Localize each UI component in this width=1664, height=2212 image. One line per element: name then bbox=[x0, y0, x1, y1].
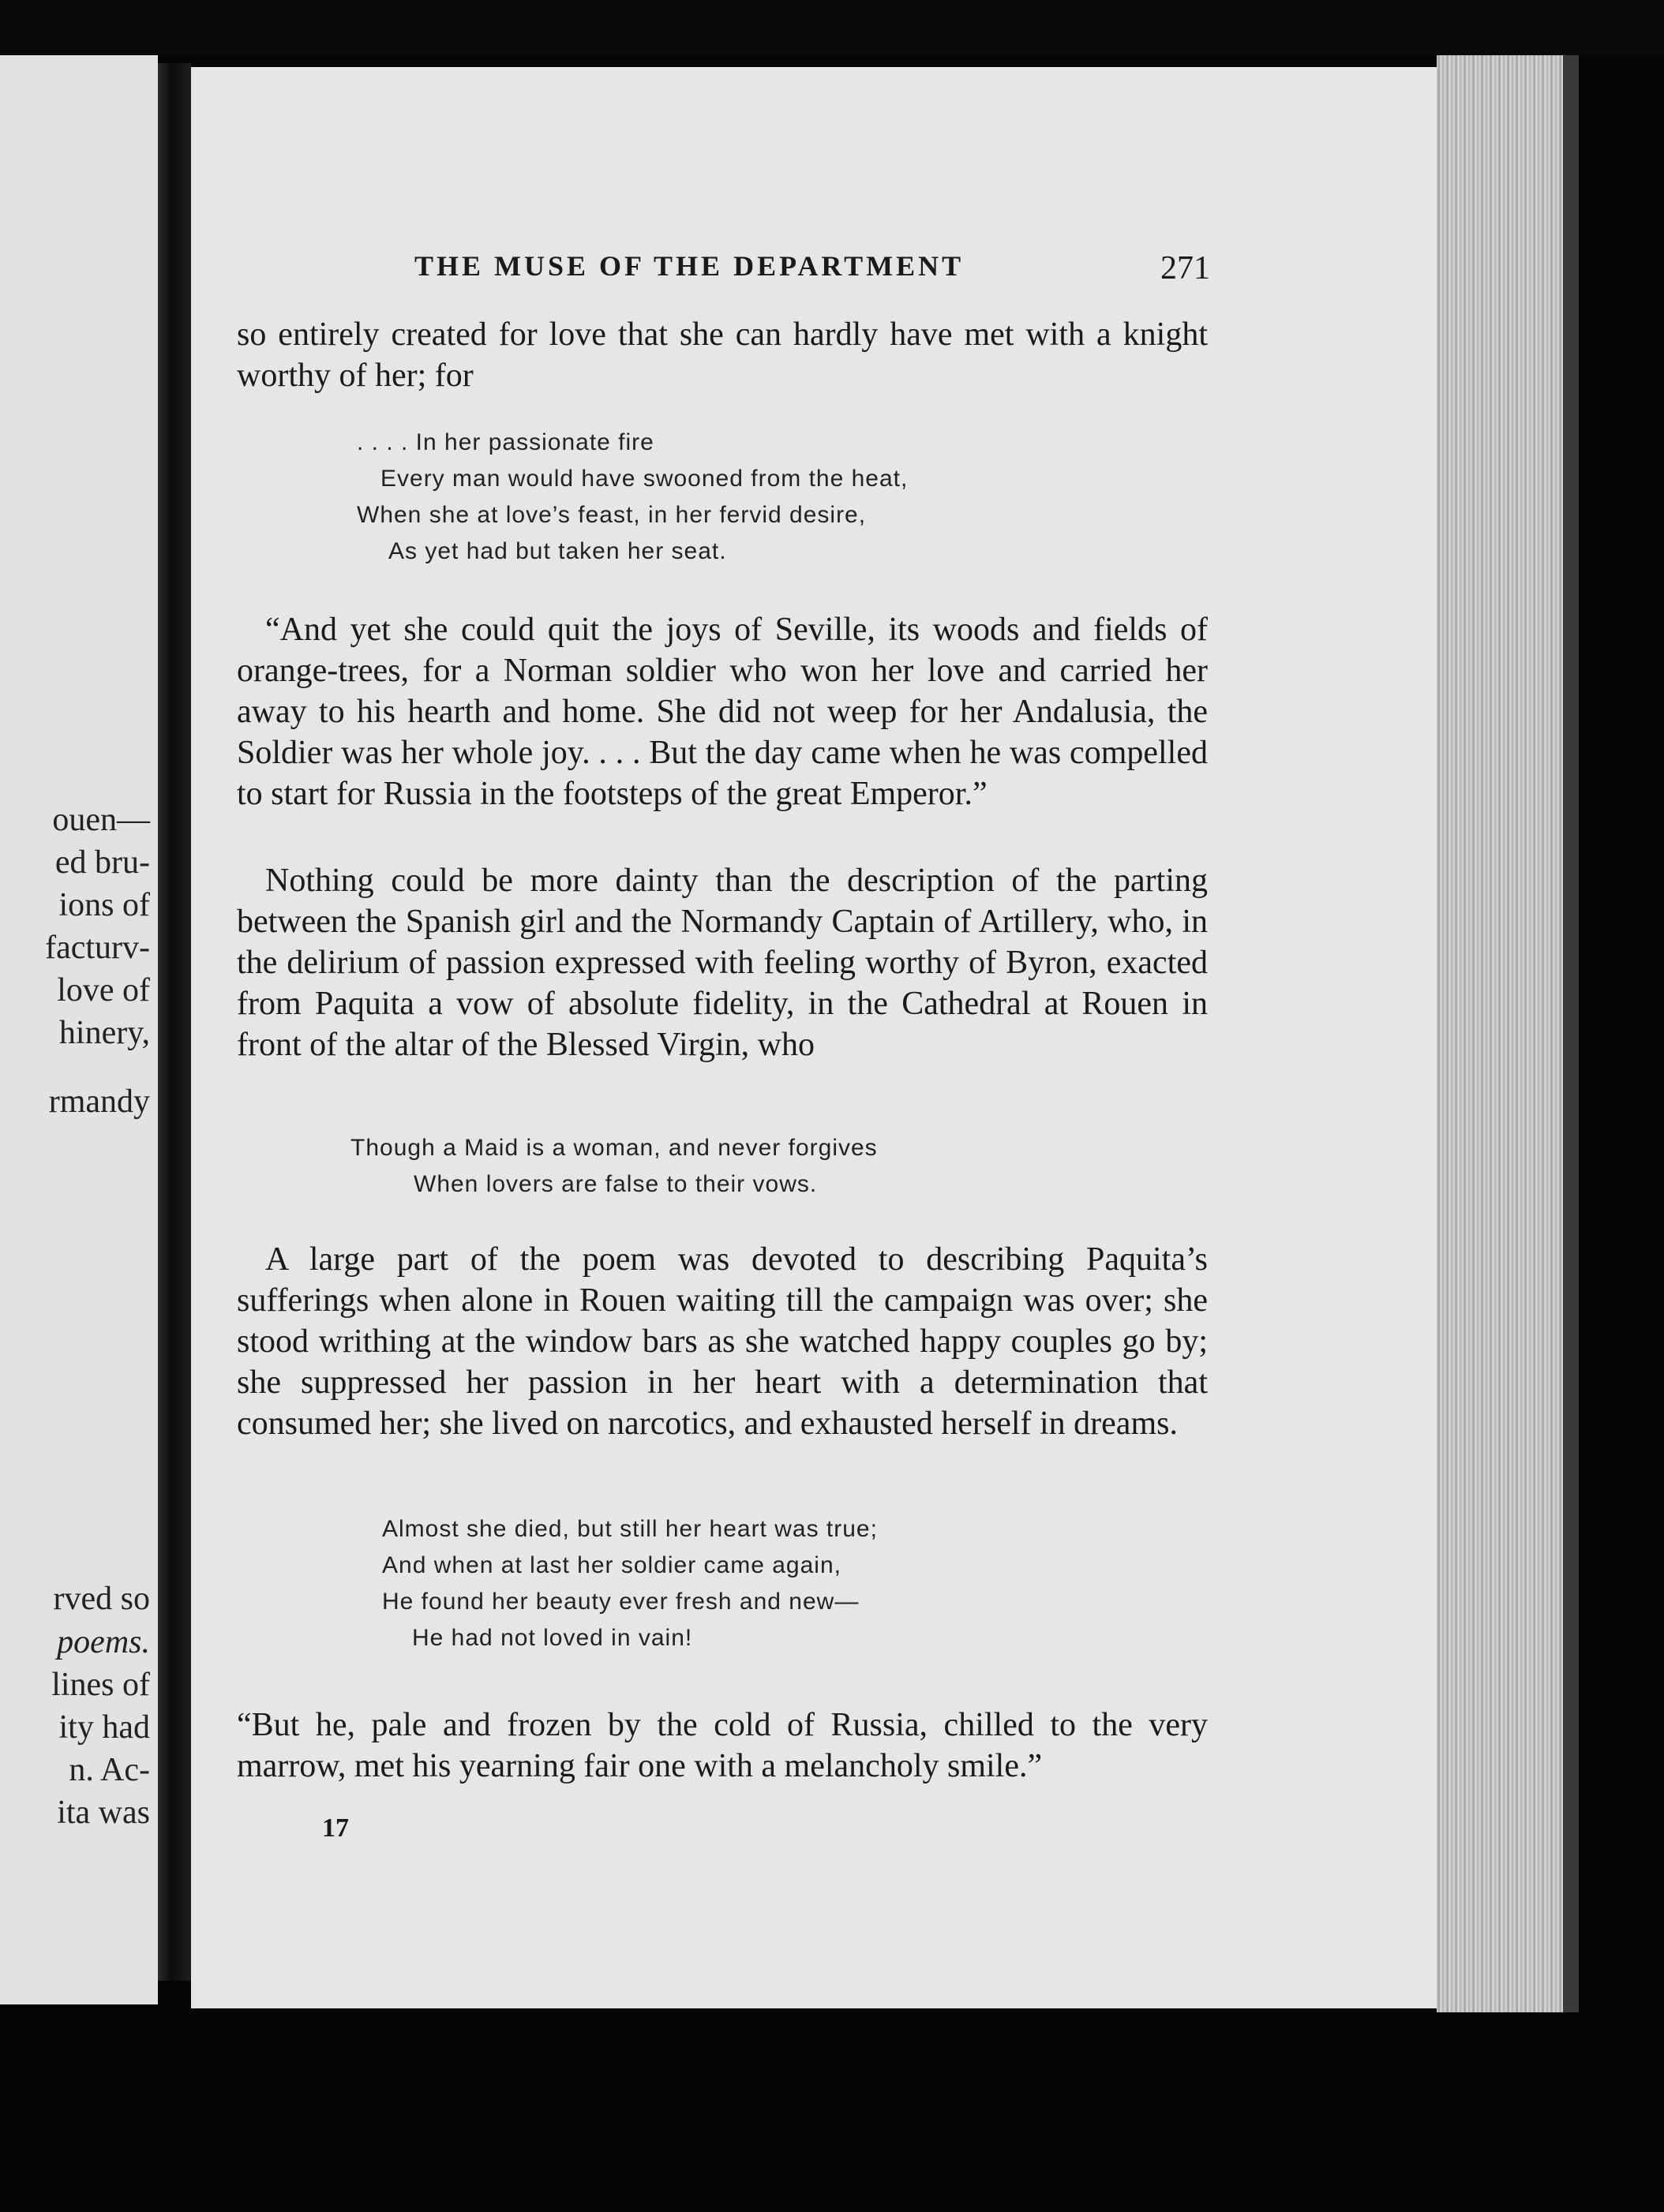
left-page-line: ions of bbox=[58, 887, 150, 923]
verse-line: Every man would have swooned from the heat, bbox=[380, 466, 909, 492]
verse-line: Almost she died, but still her heart was true; bbox=[382, 1516, 878, 1542]
paragraph-2: “And yet she could quit the joys of Seville, its woods and fields of orange-trees, for a Norman soldier who won her love and carried her away to his hearth and home. She did not weep for her Andalusia, the Soldier was her whole joy. . . . But the day came when he was compelled to start for Russia in the footsteps of the great Emperor.” bbox=[237, 612, 1208, 812]
left-page-line: ity had bbox=[58, 1709, 150, 1746]
left-page-line: ed bru- bbox=[54, 844, 150, 881]
left-page-line: rved so bbox=[53, 1581, 150, 1617]
verse-line: And when at last her soldier came again, bbox=[382, 1552, 841, 1578]
verse-block-1 bbox=[357, 425, 908, 570]
verse-line: When lovers are false to their vows. bbox=[414, 1171, 818, 1197]
left-page-line: n. Ac- bbox=[69, 1752, 150, 1788]
paragraph-4: A large part of the poem was devoted to describing Paquita’s sufferings when alone in Rouen waiting till the campaign was over; she stood writhing at the window bars as she watched happy couples go by; she suppressed her passion in her heart with a determination that consumed her; she lived on narcotics, and exhausted herself in dreams. bbox=[237, 1241, 1208, 1442]
verse-line: He found her beauty ever fresh and new— bbox=[382, 1589, 860, 1615]
running-header: THE MUSE OF THE DEPARTMENT bbox=[414, 250, 965, 282]
page-number: 271 bbox=[1160, 250, 1210, 286]
verse-line: Though a Maid is a woman, and never forgives bbox=[350, 1135, 878, 1161]
verse-line: He had not loved in vain! bbox=[412, 1625, 693, 1651]
verse-block-2 bbox=[350, 1130, 878, 1203]
left-page-line: poems. bbox=[57, 1624, 150, 1660]
left-page-line: love of bbox=[57, 972, 150, 1009]
left-page-line: ouen— bbox=[52, 802, 150, 838]
paragraph-1: so entirely created for love that she can hardly have met with a knight worthy of her; for bbox=[237, 316, 1208, 394]
facing-page-left bbox=[0, 55, 158, 2004]
scan-border-bottom bbox=[0, 2012, 1664, 2212]
verse-line: . . . . In her passionate fire bbox=[357, 429, 654, 455]
paragraph-5: “But he, pale and frozen by the cold of Russia, chilled to the very marrow, met his yearning fair one with a melancholy smile.” bbox=[237, 1707, 1208, 1784]
left-page-line: ita was bbox=[57, 1795, 150, 1831]
left-page-line: lines of bbox=[51, 1667, 150, 1703]
scan-border-top bbox=[0, 0, 1664, 55]
left-page-line: hinery, bbox=[58, 1015, 150, 1051]
left-page-line: facturv- bbox=[45, 930, 150, 966]
page-fore-edge bbox=[1437, 55, 1563, 2012]
verse-block-3 bbox=[382, 1511, 878, 1656]
paragraph-3: Nothing could be more dainty than the description of the parting between the Spanish girl and the Normandy Captain of Artillery, who, in the delirium of passion expressed with feeling worthy of Byron, exacted from Paquita a vow of absolute fidelity, in the Cathedral at Rouen in front of the altar of the Blessed Virgin, who bbox=[237, 863, 1208, 1063]
book-gutter bbox=[158, 63, 191, 1981]
left-page-line: rmandy bbox=[48, 1084, 150, 1120]
signature-mark: 17 bbox=[322, 1813, 349, 1843]
verse-line: As yet had but taken her seat. bbox=[388, 538, 727, 564]
page-edge-shadow bbox=[1563, 55, 1579, 2012]
verse-line: When she at love’s feast, in her fervid desire, bbox=[357, 502, 867, 528]
